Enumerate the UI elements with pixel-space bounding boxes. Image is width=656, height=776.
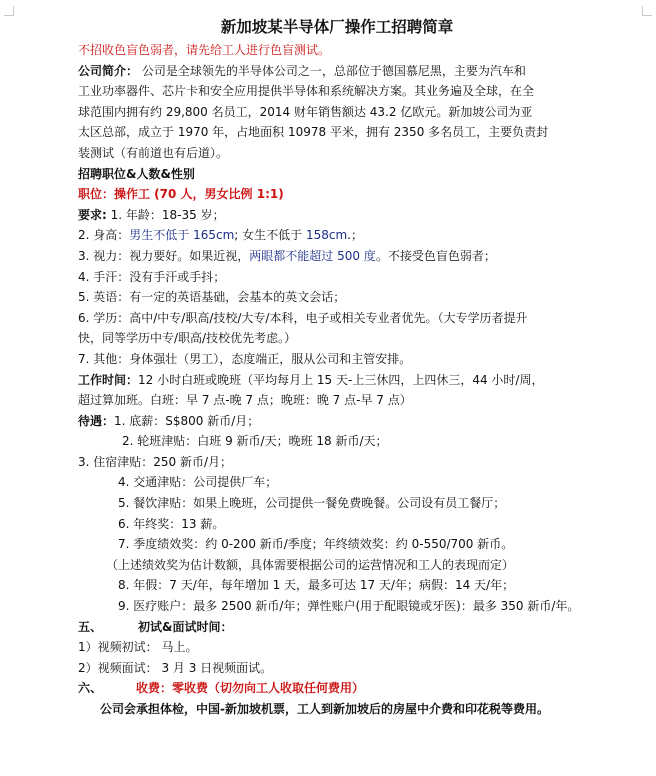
interview-heading: [78, 617, 598, 638]
fees-heading: [78, 678, 598, 699]
company-intro-line: 球范围内拥有约 29,800 名员工，2014 财年销售额达 43.2 亿欧元。新加坡公司为亚: [78, 104, 533, 119]
interview-video-second: 2）视频面试： 3 月 3 日视频面试。: [78, 660, 273, 675]
document-title: 新加坡某半导体厂操作工招聘简章: [220, 18, 454, 36]
requirements-label: 要求:: [78, 207, 107, 222]
page-corner-mark-right: [642, 6, 652, 16]
footer-note: 公司会承担体检，中国-新加坡机票，工人到新加坡后的房屋中介费和印花税等费用。: [100, 702, 549, 716]
requirement-vision-suffix: 。不接受色盲色弱者；: [375, 248, 496, 263]
fees-text: 收费：零收费（切勿向工人收取任何费用）: [136, 681, 365, 696]
requirement-english: 5. 英语：有一定的英语基础，会基本的英文会话；: [78, 290, 346, 305]
benefit-performance-note: （上述绩效奖为估计数额，具体需要根据公司的运营情况和工人的表现而定）: [106, 557, 515, 572]
benefit-performance: 7. 季度绩效奖：约 0-200 新币/季度；年终绩效奖：约 0-550/700 新币。: [118, 537, 514, 552]
color-blind-warning: 不招收色盲色弱者，请先给工人进行色盲测试。: [78, 43, 331, 57]
company-intro-line: 工业功率器件、芯片卡和安全应用提供半导体和系统解决方案。其业务遍及全球，在全: [78, 84, 535, 99]
work-time-label: 工作时间：: [78, 372, 139, 387]
interview-video-first: 1）视频初试： 马上。: [78, 640, 198, 655]
benefit-leave: 8. 年假：7 天/年，每年增加 1 天，最多可达 17 天/年；病假：14 天/年；: [118, 578, 515, 593]
benefit-salary-text: 1. 底薪：S$800 新币/月；: [114, 413, 260, 428]
vision-limit: 两眼都不能超过 500 度: [249, 248, 376, 263]
requirement-height-mid: ; 女生不低于: [234, 228, 306, 243]
benefit-year-end: 6. 年终奖：13 薪。: [118, 516, 225, 531]
benefit-meal: 5. 餐饮津贴：如果上晚班，公司提供一餐免费晚餐。公司设有员工餐厅；: [118, 496, 506, 511]
fees-number: 六、: [78, 681, 103, 696]
female-height: 158cm: [305, 228, 348, 243]
benefit-shift: 2. 轮班津贴：白班 9 新币/天；晚班 18 新币/天；: [122, 434, 388, 449]
company-intro-text: 公司是全球领先的半导体公司之一，总部位于德国慕尼黑，主要为汽车和: [138, 63, 526, 78]
document-body: [78, 14, 598, 720]
requirement-age: [78, 205, 598, 226]
requirement-age-text: 1. 年龄：18-35 岁；: [106, 207, 225, 222]
company-intro-line: 太区总部，成立于 1970 年，占地面积 10978 平米，拥有 2350 多名员工，主要负责封: [78, 125, 549, 140]
interview-number: 五、: [78, 619, 103, 634]
benefit-salary: [78, 411, 598, 432]
benefits-label: 待遇：: [78, 413, 115, 428]
company-intro-line: [78, 61, 598, 82]
company-intro-label: 公司简介：: [78, 63, 139, 78]
company-intro-line: 装测试（有前道也有后道）。: [78, 145, 229, 160]
benefit-housing: 3. 住宿津贴：250 新币/月；: [78, 454, 233, 469]
requirement-height: [78, 225, 598, 246]
requirement-vision: [78, 246, 598, 267]
requirement-height-suffix: .；: [347, 228, 363, 243]
page-corner-mark-left: [4, 6, 14, 16]
benefit-medical: 9. 医疗账户：最多 2500 新币/年；弹性账户(用于配眼镜或牙医)：最多 350 新币/年。: [118, 599, 580, 614]
position-heading: 招聘职位&人数&性别: [78, 166, 195, 181]
interview-heading-text: 初试&面试时间：: [138, 619, 233, 634]
requirement-education-cont: 快，同等学历中专/职高/技校优先考虑。）: [78, 331, 297, 346]
work-time-cont: 超过算加班。白班：早 7 点-晚 7 点；晚班：晚 7 点-早 7 点）: [78, 393, 412, 408]
benefit-transport: 4. 交通津贴：公司提供厂车；: [118, 475, 278, 490]
requirement-other: 7. 其他：身体强壮（男工），态度端正，服从公司和主管安排。: [78, 351, 412, 366]
work-time-text: 12 小时白班或晚班（平均每月上 15 天-上三休四，上四休三，44 小时/周，: [138, 372, 544, 387]
position-title: 职位：操作工 (70 人，男女比例 1:1): [78, 187, 284, 202]
requirement-education: 6. 学历：高中/中专/职高/技校/大专/本科，电子或相关专业者优先。（大专学历者提升: [78, 310, 528, 325]
requirement-hands: 4. 手汗：没有手汗或手抖；: [78, 269, 226, 284]
work-time: [78, 370, 598, 391]
requirement-vision-prefix: 3. 视力：视力要好。如果近视，: [78, 248, 250, 263]
male-height: 男生不低于 165cm: [129, 228, 235, 243]
requirement-height-prefix: 2. 身高：: [78, 228, 130, 243]
